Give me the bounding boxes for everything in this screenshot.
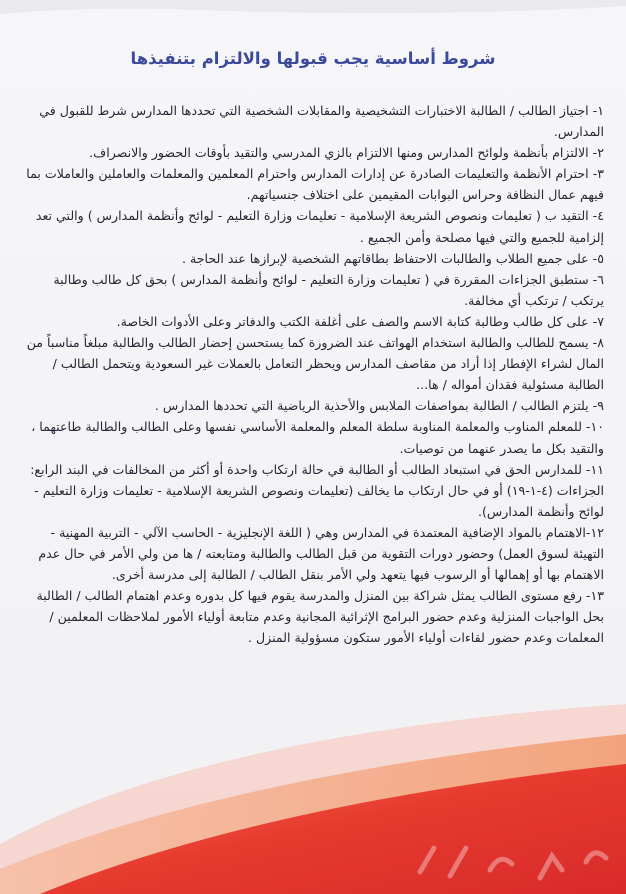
clause-item: ١١- للمدارس الحق في استبعاد الطالب أو الطالبة في حالة ارتكاب واحدة أو أكثر من المخالفات في البند الرابع: الجزاءات (٤-١-١٩) أو في حال ارتكاب ما يخالف (تعليمات ونصوص الشريعة الإسلامية - تعليمات وزارة التعليم - لوائح وأنظمة المدارس). <box>30 461 604 519</box>
clause-list <box>20 100 604 648</box>
clause-item: ٨- يسمح للطالب والطالبة استخدام الهواتف عند الضرورة كما يستحسن إحضار الطالب والطالبة مبلغاً مناسباً من المال لشراء الإفطار إذا أراد من مقاصف المدارس ويحظر التعامل بالعملات غير السعودية ويتحمل الطالب / الطالبة مسئولية فقدان أمواله / ها... <box>26 335 604 393</box>
clause-item: ١٠- للمعلم المناوب والمعلمة المناوبة سلطة المعلم والمعلمة الأساسي نفسها وعلى الطالب والطالبة طاعتهما ، والتقيد بكل ما يصدر عنهما من توصيات. <box>31 419 604 456</box>
top-decoration <box>0 0 626 40</box>
clause-item: ١٣- رفع مستوى الطالب يمثل شراكة بين المنزل والمدرسة يقوم فيها كل بدوره وعدم اهتمام الطالب / الطالبة بحل الواجبات المنزلية وعدم حضور البرامج الإثرائية المجانية وعدم متابعة أولياء الأمور لملاحظات المعلمين / المعلمات وعدم حضور لقاءات أولياء الأمور ستكون مسؤولية المنزل . <box>36 588 604 646</box>
clause-item: ٩- يلتزم الطالب / الطالبة بمواصفات الملابس والأحذية الرياضية التي تحددها المدارس . <box>154 398 604 414</box>
clause-item: ٦- ستطبق الجزاءات المقررة في ( تعليمات وزارة التعليم - لوائح وأنظمة المدارس ) بحق كل طالب وطالبة يرتكب / ترتكب أي مخالفة. <box>53 271 604 308</box>
clause-item: ١٢-الاهتمام بالمواد الإضافية المعتمدة في المدارس وهي ( اللغة الإنجليزية - الحاسب الآلي - التربية المهنية - التهيئة لسوق العمل) وحضور دورات التقوية من قبل الطالب والطالبة ومتابعته / ها من ولي الأمر في حال عدم الاهتمام بها أو إهمالها أو الرسوب فيها يتعهد ولي الأمر بنقل الطالب / الطالبة إلى مدرسة أخرى. <box>38 524 604 583</box>
clause-item: ٣- احترام الأنظمة والتعليمات الصادرة عن إدارات المدارس واحترام المعلمين والمعلمات والعاملين والعاملات بما فيهم عمال النظافة وحراس البوابات المقيمين على اختلاف جنسياتهم. <box>26 166 604 203</box>
bottom-wave-decoration <box>0 694 626 894</box>
clause-item: ٧- على كل طالب وطالبة كتابة الاسم والصف على أغلفة الكتب والدفاتر وعلى الأدوات الخاصة. <box>116 313 604 329</box>
clause-item: ٤- التقيد ب ( تعليمات ونصوص الشريعة الإسلامية - تعليمات وزارة التعليم - لوائح وأنظمة المدارس ) والتي تعد إلزامية للجميع والتي فيها مصلحة وأمن الجميع . <box>35 208 604 245</box>
page-title: شروط أساسية يجب قبولها والالتزام بتنفيذها <box>130 49 496 68</box>
clause-item: ٢- الالتزام بأنظمة ولوائح المدارس ومنها الالتزام بالزي المدرسي والتقيد بأوقات الحضور والانصراف. <box>89 145 604 161</box>
clause-item: ١- اجتياز الطالب / الطالبة الاختبارات التشخيصية والمقابلات الشخصية التي تحددها المدارس شرط للقبول في المدارس. <box>39 103 604 140</box>
clause-item: ٥- على جميع الطلاب والطالبات الاحتفاظ بطاقاتهم الشخصية لإبرازها عند الحاجة . <box>181 250 604 266</box>
